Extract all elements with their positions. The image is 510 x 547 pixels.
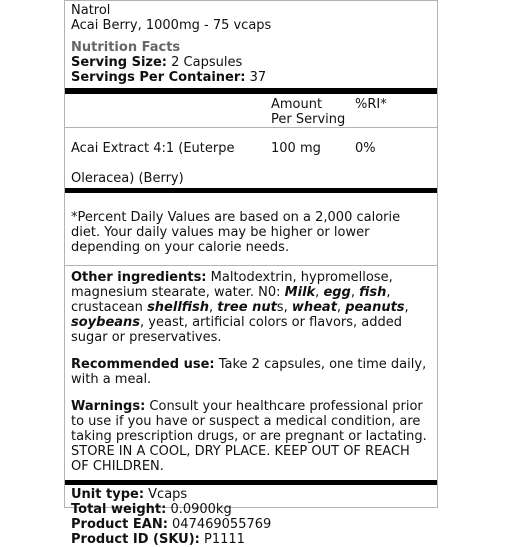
- separator: ,: [336, 300, 346, 315]
- allergen-wheat: wheat: [291, 300, 337, 315]
- ingredients-text: , crustacean: [71, 285, 391, 315]
- product-ean-label: Product EAN:: [71, 517, 168, 532]
- product-sku-value: P1111: [199, 532, 245, 547]
- other-ingredients-label: Other ingredients:: [71, 270, 207, 285]
- other-ingredients: [71, 270, 431, 345]
- recommended-use-label: Recommended use:: [71, 357, 215, 372]
- servings-per-container: [71, 70, 431, 85]
- servings-per-container-label: Servings Per Container:: [71, 70, 246, 85]
- ri-column-header: %RI*: [355, 97, 387, 112]
- product-info: [65, 485, 437, 547]
- nutrient-name-line1: Acai Extract 4:1 (Euterpe: [71, 141, 235, 156]
- supplement-facts-label: [64, 0, 438, 547]
- servings-per-container-value: 37: [249, 70, 267, 85]
- separator: ,: [315, 285, 324, 300]
- amount-header-line1: Amount: [271, 97, 323, 112]
- ingredients-section: [65, 266, 437, 474]
- ingredients-text: , yeast, artificial colors or flavors, added sugar or preservatives.: [71, 315, 403, 345]
- facts-title: Nutrition Facts: [71, 40, 181, 55]
- allergen-peanuts: peanuts: [345, 300, 405, 315]
- amount-header-line2: Per Serving: [271, 112, 346, 127]
- product-ean-value: 047469055769: [167, 517, 272, 532]
- allergen-shellfish: shellfish: [147, 300, 210, 315]
- nutrient-ri: 0%: [355, 141, 376, 156]
- serving-size: [71, 55, 431, 70]
- recommended-use: [71, 357, 431, 387]
- nutrient-amount: 100 mg: [271, 141, 321, 156]
- unit-type: [71, 487, 431, 502]
- allergen-fish: fish: [359, 285, 387, 300]
- total-weight-label: Total weight:: [71, 502, 167, 517]
- unit-type-value: Vcaps: [144, 487, 188, 502]
- total-weight-value: 0.0900kg: [166, 502, 232, 517]
- serving-size-label: Serving Size:: [71, 55, 168, 70]
- nutrient-name-line2: Oleracea) (Berry): [71, 171, 184, 186]
- table-row: [65, 128, 437, 188]
- nutrient-name: [71, 134, 271, 194]
- ingredients-text: Maltodextrin, hypromellose, magnesium stearate, water. N0:: [71, 270, 393, 300]
- allergen-tree-nut: tree nut: [217, 300, 277, 315]
- warnings: [71, 399, 431, 474]
- allergen-milk: Milk: [284, 285, 316, 300]
- recommended-use-text: Take 2 capsules, one time daily, with a meal.: [71, 357, 427, 387]
- ingredients-text: s,: [276, 300, 292, 315]
- table-header: [65, 94, 437, 127]
- separator: ,: [404, 300, 409, 315]
- brand-name: Natrol: [71, 3, 111, 18]
- warnings-label: Warnings:: [71, 399, 146, 414]
- product-sku: [71, 532, 431, 547]
- allergen-egg: egg: [323, 285, 351, 300]
- warnings-text: Consult your healthcare professional prior to use if you have or suspect a medical condition, are taking prescription drugs, or are pregnant or lactating. STORE IN A COOL, DRY PLACE. KEEP OUT OF REACH OF CHILDREN.: [71, 399, 427, 474]
- serving-size-value: 2 Capsules: [171, 55, 243, 70]
- product-title: Acai Berry, 1000mg - 75 vcaps: [71, 18, 272, 33]
- amount-column-header: [271, 97, 351, 127]
- allergen-soybeans: soybeans: [71, 315, 141, 330]
- label-header: [65, 1, 437, 85]
- separator: ,: [209, 300, 218, 315]
- unit-type-label: Unit type:: [71, 487, 145, 502]
- separator: ,: [350, 285, 360, 300]
- product-sku-label: Product ID (SKU):: [71, 532, 200, 547]
- percent-daily-note: *Percent Daily Values are based on a 2,000 calorie diet. Your daily values may be higher or lower depending on your calorie needs.: [71, 210, 401, 255]
- product-ean: [71, 517, 431, 532]
